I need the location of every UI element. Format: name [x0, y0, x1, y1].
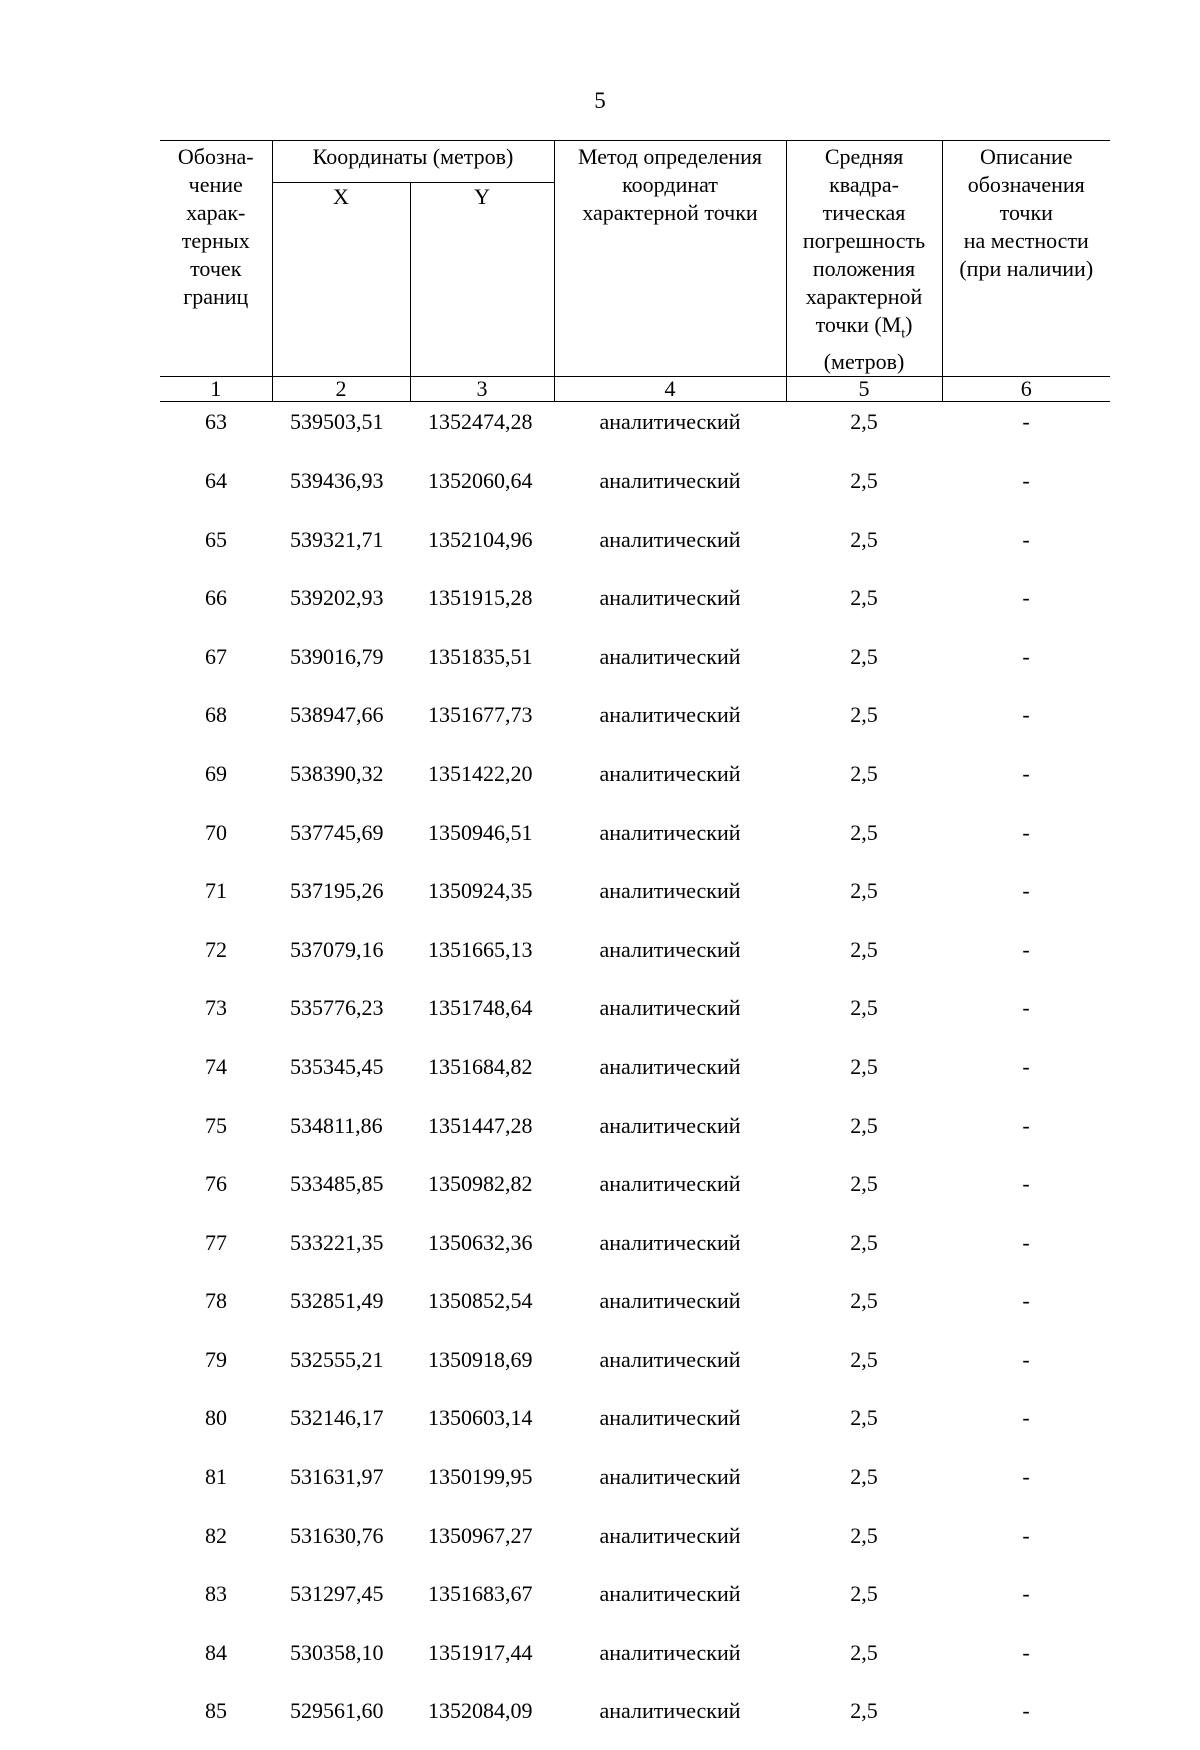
column-number: 5: [786, 377, 942, 402]
coordinates-table: [160, 140, 1110, 1750]
point-cell: 81: [205, 1464, 227, 1490]
header-method: Метод определения координат характерной точки: [554, 141, 786, 377]
error-cell: 2,5: [850, 1522, 878, 1548]
point-cell: 71: [205, 878, 227, 904]
table-row: [160, 1691, 1110, 1750]
point-cell: 73: [205, 995, 227, 1021]
point-cell: 70: [205, 819, 227, 845]
point-cell: 66: [205, 585, 227, 611]
table-row: [160, 754, 1110, 813]
x-coordinate-cell: 534811,86: [290, 1112, 383, 1138]
x-coordinate-cell: 531631,97: [290, 1464, 384, 1490]
point-cell: 83: [205, 1581, 227, 1607]
error-cell: 2,5: [850, 1581, 878, 1607]
header-x: X: [272, 183, 410, 377]
column-number: 6: [942, 377, 1110, 402]
description-cell: -: [1022, 995, 1030, 1021]
table-row: [160, 1340, 1110, 1399]
point-cell: 72: [205, 936, 227, 962]
y-coordinate-cell: 1350924,35: [428, 878, 533, 904]
y-coordinate-cell: 1351835,51: [428, 643, 533, 669]
description-cell: -: [1022, 1405, 1030, 1431]
description-cell: -: [1022, 1581, 1030, 1607]
method-cell: аналитический: [599, 819, 741, 845]
description-cell: -: [1022, 1639, 1030, 1665]
error-cell: 2,5: [850, 1288, 878, 1314]
y-coordinate-cell: 1350982,82: [428, 1171, 533, 1197]
table-row: [160, 930, 1110, 989]
description-cell: -: [1022, 702, 1030, 728]
x-coordinate-cell: 537745,69: [290, 819, 384, 845]
table-row: [160, 1223, 1110, 1282]
table-header: [160, 141, 1110, 402]
point-cell: 76: [205, 1171, 227, 1197]
x-coordinate-cell: 532851,49: [290, 1288, 384, 1314]
x-coordinate-cell: 539016,79: [290, 643, 384, 669]
x-coordinate-cell: 531630,76: [290, 1522, 384, 1548]
table-row: [160, 1047, 1110, 1106]
x-coordinate-cell: 539202,93: [290, 585, 384, 611]
y-coordinate-cell: 1352474,28: [428, 409, 533, 435]
y-coordinate-cell: 1352084,09: [428, 1698, 533, 1724]
y-coordinate-cell: 1351684,82: [428, 1053, 533, 1079]
table-row: [160, 988, 1110, 1047]
point-cell: 78: [205, 1288, 227, 1314]
description-cell: -: [1022, 1053, 1030, 1079]
x-coordinate-cell: 535776,23: [290, 995, 384, 1021]
description-cell: -: [1022, 936, 1030, 962]
description-cell: -: [1022, 1229, 1030, 1255]
header-mean-square-error: Средняя квадра- тическая погрешность положения характерной точки $(M_t)$ (метров): [786, 141, 942, 377]
point-cell: 77: [205, 1229, 227, 1255]
x-coordinate-cell: 538390,32: [290, 760, 384, 786]
method-cell: аналитический: [599, 585, 741, 611]
description-cell: -: [1022, 1698, 1030, 1724]
method-cell: аналитический: [599, 1288, 741, 1314]
point-cell: 79: [205, 1346, 227, 1372]
method-cell: аналитический: [599, 1639, 741, 1665]
y-coordinate-cell: 1350199,95: [428, 1464, 533, 1490]
method-cell: аналитический: [599, 702, 741, 728]
error-cell: 2,5: [850, 1639, 878, 1665]
description-cell: -: [1022, 409, 1030, 435]
point-cell: 84: [205, 1639, 227, 1665]
error-cell: 2,5: [850, 585, 878, 611]
table-row: [160, 1574, 1110, 1633]
error-cell: 2,5: [850, 936, 878, 962]
method-cell: аналитический: [599, 1229, 741, 1255]
method-cell: аналитический: [599, 1581, 741, 1607]
x-coordinate-cell: 533485,85: [290, 1171, 384, 1197]
x-coordinate-cell: 539503,51: [290, 409, 384, 435]
header-mt-line: точки $(M_t)$: [815, 312, 913, 342]
x-coordinate-cell: 529561,60: [290, 1698, 384, 1724]
x-coordinate-cell: 539321,71: [290, 526, 384, 552]
method-cell: аналитический: [599, 995, 741, 1021]
y-coordinate-cell: 1351447,28: [428, 1112, 533, 1138]
point-cell: 65: [205, 526, 227, 552]
description-cell: -: [1022, 1346, 1030, 1372]
table-row: [160, 461, 1110, 520]
error-cell: 2,5: [850, 878, 878, 904]
method-cell: аналитический: [599, 1112, 741, 1138]
table-row: [160, 402, 1110, 461]
x-coordinate-cell: 532555,21: [290, 1346, 384, 1372]
table-row: [160, 1106, 1110, 1165]
point-cell: 82: [205, 1522, 227, 1548]
y-coordinate-cell: 1351677,73: [428, 702, 533, 728]
y-coordinate-cell: 1351683,67: [428, 1581, 533, 1607]
error-cell: 2,5: [850, 526, 878, 552]
description-cell: -: [1022, 643, 1030, 669]
y-coordinate-cell: 1351917,44: [428, 1639, 533, 1665]
point-cell: 67: [205, 643, 227, 669]
header-point-designation: Обозна- чение харак- терных точек границ: [160, 141, 272, 377]
x-coordinate-cell: 533221,35: [290, 1229, 384, 1255]
x-coordinate-cell: 537079,16: [290, 936, 384, 962]
point-cell: 63: [205, 409, 227, 435]
point-cell: 80: [205, 1405, 227, 1431]
method-cell: аналитический: [599, 1346, 741, 1372]
point-cell: 85: [205, 1698, 227, 1724]
method-cell: аналитический: [599, 467, 741, 493]
x-coordinate-cell: 537195,26: [290, 878, 384, 904]
table-row: [160, 1457, 1110, 1516]
y-coordinate-cell: 1350918,69: [428, 1346, 533, 1372]
table-row: [160, 871, 1110, 930]
table-row: [160, 637, 1110, 696]
description-cell: -: [1022, 1112, 1030, 1138]
x-coordinate-cell: 535345,45: [290, 1053, 384, 1079]
table-row: [160, 695, 1110, 754]
x-coordinate-cell: 539436,93: [290, 467, 384, 493]
y-coordinate-cell: 1351748,64: [428, 995, 533, 1021]
method-cell: аналитический: [599, 760, 741, 786]
method-cell: аналитический: [599, 878, 741, 904]
y-coordinate-cell: 1351915,28: [428, 585, 533, 611]
table-row: [160, 1164, 1110, 1223]
method-cell: аналитический: [599, 1405, 741, 1431]
error-cell: 2,5: [850, 1229, 878, 1255]
y-coordinate-cell: 1351422,20: [428, 760, 533, 786]
header-column-numbers: [160, 377, 1110, 402]
y-coordinate-cell: 1352104,96: [428, 526, 533, 552]
error-cell: 2,5: [850, 1698, 878, 1724]
table-row: [160, 1398, 1110, 1457]
error-cell: 2,5: [850, 1346, 878, 1372]
x-coordinate-cell: 532146,17: [290, 1405, 384, 1431]
description-cell: -: [1022, 819, 1030, 845]
x-coordinate-cell: 531297,45: [290, 1581, 384, 1607]
column-number: 4: [554, 377, 786, 402]
error-cell: 2,5: [850, 409, 878, 435]
table-row: [160, 813, 1110, 872]
error-cell: 2,5: [850, 643, 878, 669]
method-cell: аналитический: [599, 1698, 741, 1724]
description-cell: -: [1022, 526, 1030, 552]
page-number: 5: [594, 88, 606, 113]
description-cell: -: [1022, 1464, 1030, 1490]
point-cell: 68: [205, 702, 227, 728]
table-row: [160, 578, 1110, 637]
x-coordinate-cell: 530358,10: [290, 1639, 384, 1665]
point-cell: 75: [205, 1112, 227, 1138]
header-description: Описание обозначения точки на местности (при наличии): [942, 141, 1110, 377]
method-cell: аналитический: [599, 1522, 741, 1548]
description-cell: -: [1022, 585, 1030, 611]
error-cell: 2,5: [850, 1405, 878, 1431]
y-coordinate-cell: 1351665,13: [428, 936, 533, 962]
y-coordinate-cell: 1350603,14: [428, 1405, 533, 1431]
description-cell: -: [1022, 760, 1030, 786]
method-cell: аналитический: [599, 1464, 741, 1490]
y-coordinate-cell: 1350967,27: [428, 1522, 533, 1548]
description-cell: -: [1022, 467, 1030, 493]
error-cell: 2,5: [850, 467, 878, 493]
method-cell: аналитический: [599, 1053, 741, 1079]
method-cell: аналитический: [599, 409, 741, 435]
column-number: 3: [410, 377, 554, 402]
method-cell: аналитический: [599, 643, 741, 669]
error-cell: 2,5: [850, 702, 878, 728]
error-cell: 2,5: [850, 1464, 878, 1490]
description-cell: -: [1022, 878, 1030, 904]
error-cell: 2,5: [850, 760, 878, 786]
error-cell: 2,5: [850, 1171, 878, 1197]
error-cell: 2,5: [850, 1112, 878, 1138]
header-y: Y: [410, 183, 554, 377]
description-cell: -: [1022, 1522, 1030, 1548]
method-cell: аналитический: [599, 1171, 741, 1197]
column-number: 1: [160, 377, 272, 402]
error-cell: 2,5: [850, 819, 878, 845]
point-cell: 69: [205, 760, 227, 786]
method-cell: аналитический: [599, 936, 741, 962]
table-row: [160, 1633, 1110, 1692]
header-coordinates-group: Координаты (метров): [272, 141, 554, 183]
point-cell: 74: [205, 1053, 227, 1079]
error-cell: 2,5: [850, 1053, 878, 1079]
y-coordinate-cell: 1350632,36: [428, 1229, 533, 1255]
table-row: [160, 1516, 1110, 1575]
description-cell: -: [1022, 1171, 1030, 1197]
error-cell: 2,5: [850, 995, 878, 1021]
point-cell: 64: [205, 467, 227, 493]
x-coordinate-cell: 538947,66: [290, 702, 384, 728]
table-row: [160, 520, 1110, 579]
y-coordinate-cell: 1350852,54: [428, 1288, 533, 1314]
method-cell: аналитический: [599, 526, 741, 552]
table-body: [160, 402, 1110, 1750]
y-coordinate-cell: 1350946,51: [428, 819, 533, 845]
y-coordinate-cell: 1352060,64: [428, 467, 533, 493]
description-cell: -: [1022, 1288, 1030, 1314]
table-row: [160, 1281, 1110, 1340]
column-number: 2: [272, 377, 410, 402]
